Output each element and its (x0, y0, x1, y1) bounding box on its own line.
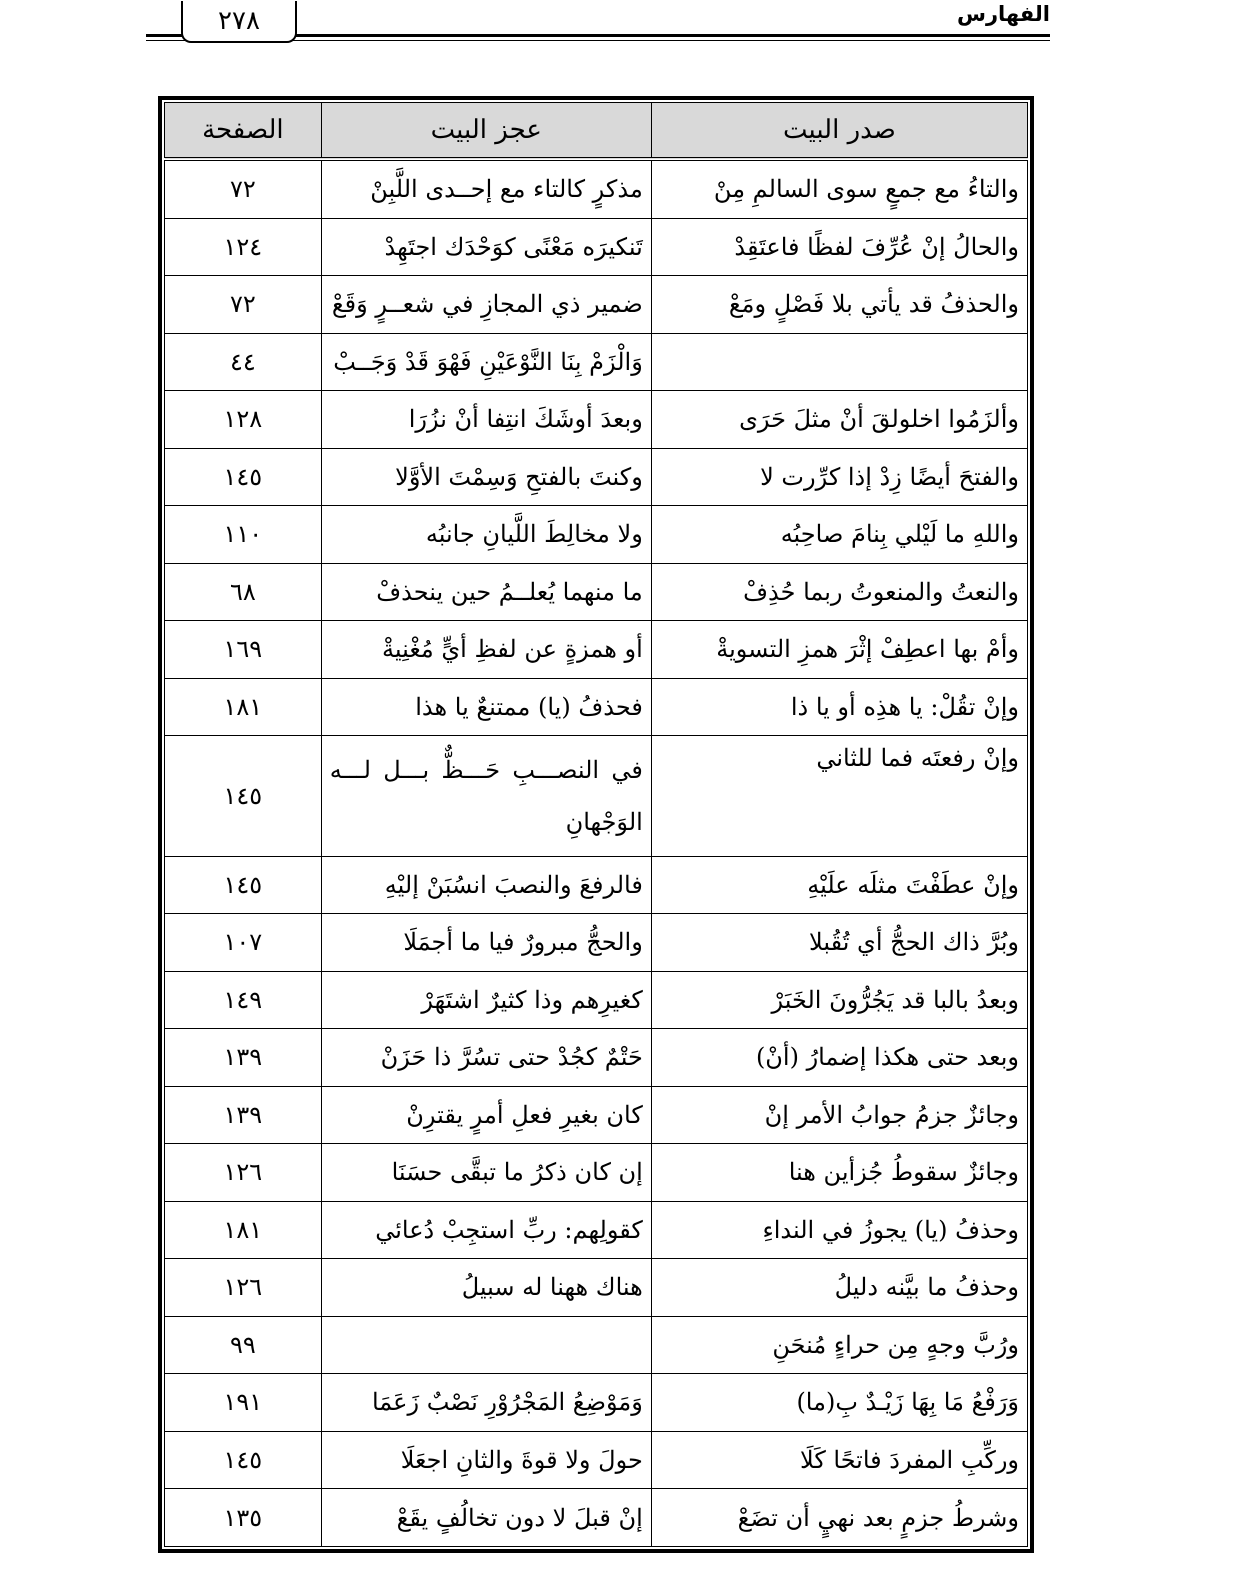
table-row (165, 1316, 1028, 1374)
table-row (165, 159, 1028, 218)
cell-ajz: ما منهما يُعلــمُ حين ينحذفْ (321, 563, 651, 621)
cell-sadr: وأمْ بها اعطِفْ إثْرَ همزِ التسويةْ (651, 621, 1027, 679)
cell-page: ١٣٥ (165, 1489, 322, 1547)
column-header-page: الصفحة (165, 103, 322, 160)
table-row (165, 1144, 1028, 1202)
cell-sadr: والنعتُ والمنعوتُ ربما حُذِفْ (651, 563, 1027, 621)
table-row (165, 971, 1028, 1029)
table-row (165, 391, 1028, 449)
cell-page: ١٤٥ (165, 448, 322, 506)
table-row (165, 1374, 1028, 1432)
cell-sadr: والحالُ إنْ عُرِّفَ لفظًا فاعتَقِدْ (651, 218, 1027, 276)
table-row (165, 1086, 1028, 1144)
cell-page: ٧٢ (165, 159, 322, 218)
cell-ajz: فالرفعَ والنصبَ انسُبَنْ إليْهِ (321, 856, 651, 914)
cell-page: ١٢٦ (165, 1144, 322, 1202)
cell-ajz: كان بغيرِ فعلِ أمرٍ يقترِنْ (321, 1086, 651, 1144)
cell-ajz: كقولِهم: ربِّ استجِبْ دُعائي (321, 1201, 651, 1259)
cell-sadr: وبُرَّ ذاك الحجُّ أي تُقُبلا (651, 914, 1027, 972)
cell-page: ١٩١ (165, 1374, 322, 1432)
table-row (165, 914, 1028, 972)
cell-ajz: فحذفُ (يا) ممتنعٌ يا هذا (321, 678, 651, 736)
column-header-sadr: صدر البيت (651, 103, 1027, 160)
cell-sadr: وألزَمُوا اخلولقَ أنْ مثلَ حَرَى (651, 391, 1027, 449)
table-row (165, 506, 1028, 564)
cell-page: ١٣٩ (165, 1086, 322, 1144)
cell-page: ٩٩ (165, 1316, 322, 1374)
cell-sadr: وبعدُ بالبا قد يَجُرُّونَ الخَبَرْ (651, 971, 1027, 1029)
cell-page: ٤٤ (165, 333, 322, 391)
cell-page: ١٢٦ (165, 1259, 322, 1317)
cell-page: ١٤٩ (165, 971, 322, 1029)
cell-sadr: وَرَفْعُ مَا بِهَا زَيْـدٌ بِ(ما) (651, 1374, 1027, 1432)
cell-page: ١٦٩ (165, 621, 322, 679)
table-row (165, 1259, 1028, 1317)
page-number: ٢٧٨ (181, 1, 297, 43)
cell-sadr: وحذفُ ما بيَّنه دليلُ (651, 1259, 1027, 1317)
cell-ajz: وكنتَ بالفتحِ وَسِمْتَ الأوَّلا (321, 448, 651, 506)
cell-sadr: وجائزٌ جزمُ جوابُ الأمر إنْ (651, 1086, 1027, 1144)
cell-page: ١٢٨ (165, 391, 322, 449)
table-row (165, 218, 1028, 276)
cell-page: ٦٨ (165, 563, 322, 621)
cell-sadr: والفتحَ أيضًا زِدْ إذا كرِّرت لا (651, 448, 1027, 506)
cell-page: ١٨١ (165, 678, 322, 736)
cell-page: ١٤٥ (165, 1431, 322, 1489)
cell-sadr: وإنْ تقُلْ: يا هذِه أو يا ذا (651, 678, 1027, 736)
cell-ajz: حَتْمٌ كجُدْ حتى تسُرَّ ذا حَزَنْ (321, 1029, 651, 1087)
cell-page: ١٢٤ (165, 218, 322, 276)
cell-ajz: وَالْزَمْ بِنَا النَّوْعَيْنِ فَهْوَ قَدْ وَجَــبْ (321, 333, 651, 391)
cell-page: ١٤٥ (165, 736, 322, 856)
table-row (165, 563, 1028, 621)
cell-ajz: أو همزةٍ عن لفظِ أيٍّ مُغْنِيةْ (321, 621, 651, 679)
cell-sadr: وشرطُ جزمٍ بعد نهيٍ أن تضَعْ (651, 1489, 1027, 1547)
table-row (165, 1201, 1028, 1259)
cell-sadr: والتاءُ مع جمعٍ سوى السالمِ مِنْ (651, 159, 1027, 218)
table-row (165, 621, 1028, 679)
cell-page: ١١٠ (165, 506, 322, 564)
table-row (165, 736, 1028, 856)
running-header: الفهارس (956, 2, 1050, 26)
cell-ajz: إن كان ذكرُ ما تبقَّى حسَنَا (321, 1144, 651, 1202)
cell-page: ١٤٥ (165, 856, 322, 914)
cell-ajz: كغيرِهم وذا كثيرٌ اشتَهَرْ (321, 971, 651, 1029)
cell-sadr: وبعد حتى هكذا إضمارُ (أنْ) (651, 1029, 1027, 1087)
table-row (165, 448, 1028, 506)
table-row (165, 856, 1028, 914)
cell-sadr: وإنْ عطَفْتَ مثلَه علَيْهِ (651, 856, 1027, 914)
cell-sadr: وجائزٌ سقوطُ جُزأين هنا (651, 1144, 1027, 1202)
cell-ajz: وَمَوْضِعُ المَجْرُوْرِ نَصْبٌ زَعَمَا (321, 1374, 651, 1432)
table-row (165, 276, 1028, 334)
cell-ajz: مذكرٍ كالتاء مع إحــدى اللَّبِنْ (321, 159, 651, 218)
verse-index-table (164, 102, 1028, 1547)
cell-page: ١٨١ (165, 1201, 322, 1259)
cell-sadr: وحذفُ (يا) يجوزُ في النداءِ (651, 1201, 1027, 1259)
cell-page: ١٣٩ (165, 1029, 322, 1087)
cell-ajz: ولا مخالِطَ اللَّيانِ جانبُه (321, 506, 651, 564)
cell-ajz: والحجُّ مبرورٌ فيا ما أجمَلَا (321, 914, 651, 972)
cell-page: ٧٢ (165, 276, 322, 334)
verse-index-table-frame (158, 96, 1034, 1553)
cell-page: ١٠٧ (165, 914, 322, 972)
cell-ajz: حولَ ولا قوةَ والثانِ اجعَلَا (321, 1431, 651, 1489)
table-row (165, 333, 1028, 391)
table-row (165, 1431, 1028, 1489)
table-row (165, 1029, 1028, 1087)
cell-sadr: وإنْ رفعتَه فما للثاني (651, 736, 1027, 856)
cell-ajz: هناك ههنا له سبيلُ (321, 1259, 651, 1317)
cell-ajz: في النصـــبِ حَـــظٌّ بـــل لـــه الوَجْهانِ (321, 736, 651, 856)
cell-sadr: ورُبَّ وجهٍ مِن حراءٍ مُنحَنِ (651, 1316, 1027, 1374)
cell-ajz: إنْ قبلَ لا دون تخالُفٍ يقَعْ (321, 1489, 651, 1547)
table-row (165, 1489, 1028, 1547)
cell-ajz: تَنكيرَه مَعْنًى كوَحْدَك اجتَهِدْ (321, 218, 651, 276)
table-row (165, 678, 1028, 736)
cell-sadr: وركِّبِ المفردَ فاتحًا كَلَا (651, 1431, 1027, 1489)
cell-ajz (321, 1316, 651, 1374)
cell-sadr: والحذفُ قد يأتي بلا فَصْلٍ ومَعْ (651, 276, 1027, 334)
column-header-ajz: عجز البيت (321, 103, 651, 160)
cell-ajz: ضمير ذي المجازِ في شعــرٍ وَقَعْ (321, 276, 651, 334)
table-header-row (165, 103, 1028, 160)
cell-ajz: وبعدَ أوشَكَ انتِفا أنْ نزُرَا (321, 391, 651, 449)
cell-sadr: واللهِ ما لَيْلي بِنامَ صاحِبُه (651, 506, 1027, 564)
cell-sadr (651, 333, 1027, 391)
